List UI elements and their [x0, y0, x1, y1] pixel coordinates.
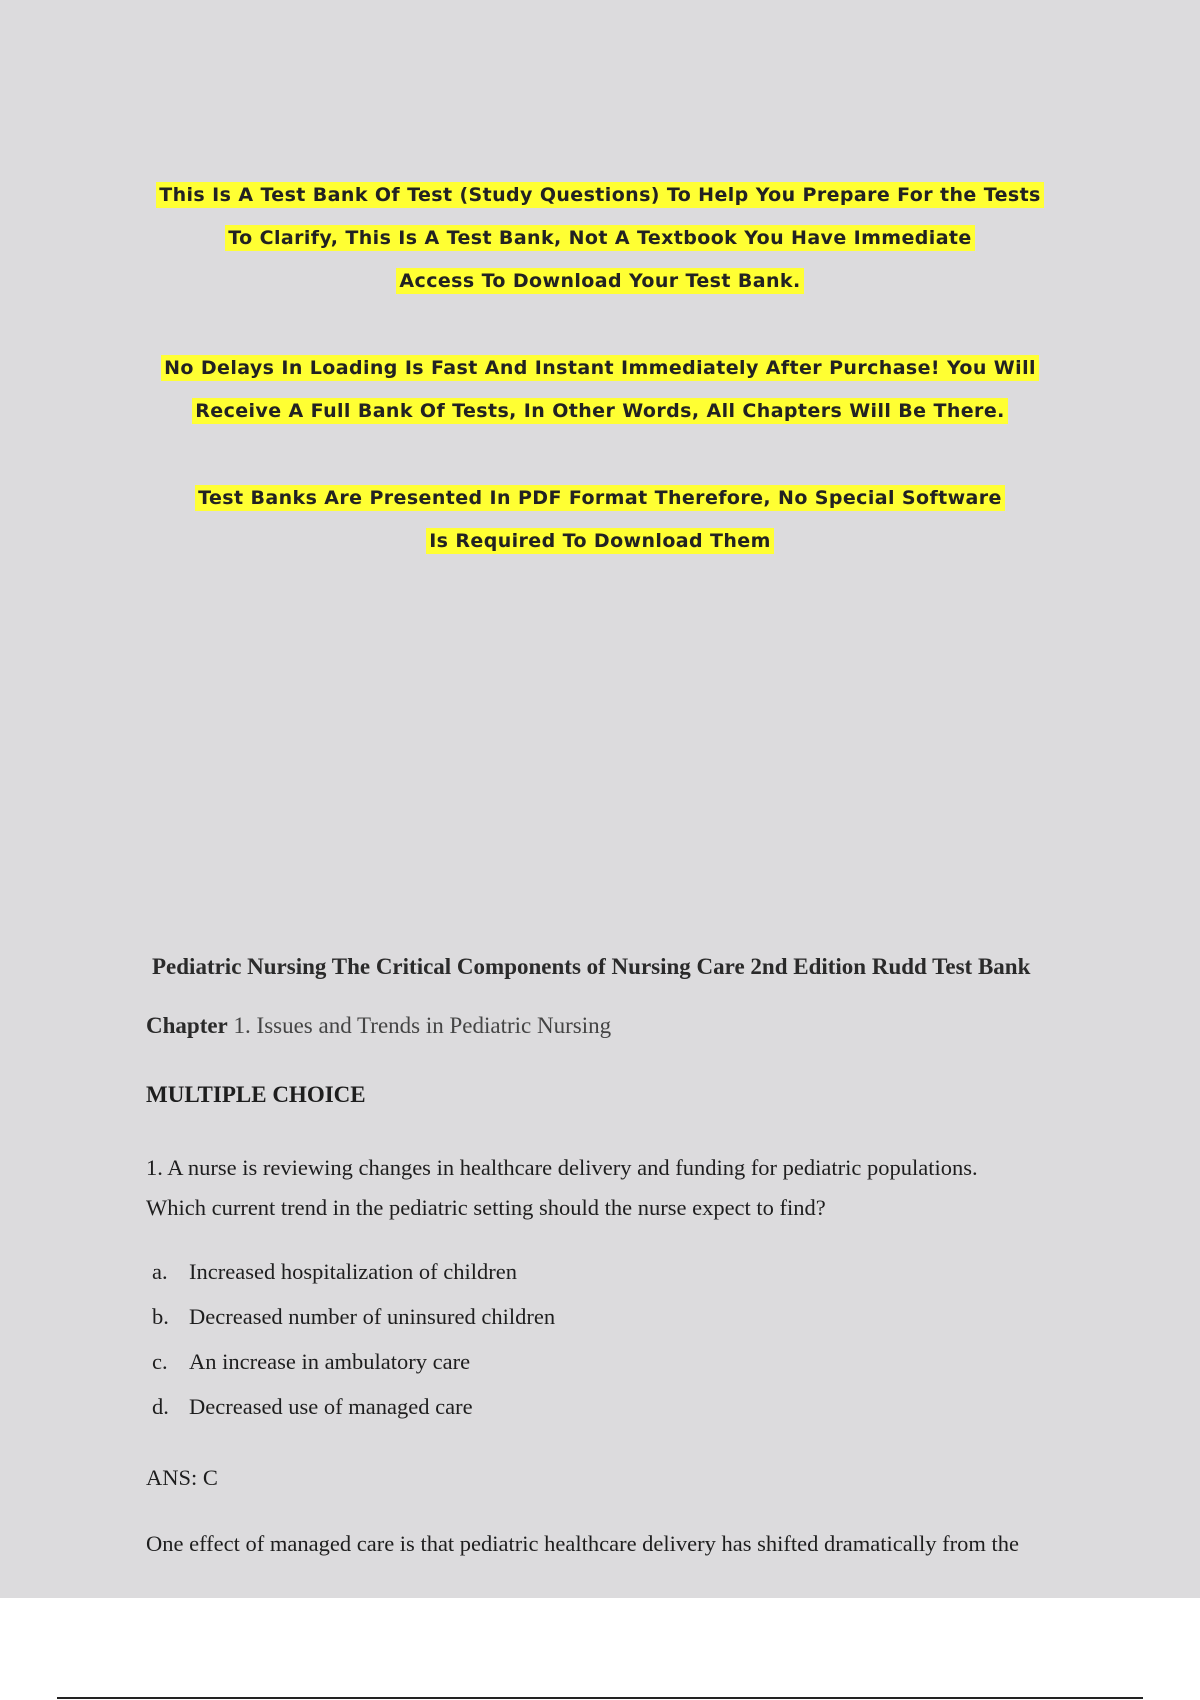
question-stem [146, 1148, 1106, 1228]
document-title: Pediatric Nursing The Critical Components of Nursing Care 2nd Edition Rudd Test Bank [152, 954, 1031, 979]
option-text: Increased hospitalization of children [189, 1259, 517, 1284]
promo-block-access [0, 174, 1200, 303]
option-text: Decreased use of managed care [189, 1394, 473, 1419]
promo-line: Is Required To Download Them [426, 528, 774, 554]
option-text: Decreased number of uninsured children [189, 1304, 556, 1329]
option-letter: c. [152, 1349, 168, 1374]
answer-key: ANS: C [146, 1465, 218, 1490]
promo-line: This Is A Test Bank Of Test (Study Questions) To Help You Prepare For the Tests [156, 182, 1044, 208]
rationale-text: One effect of managed care is that pediatric healthcare delivery has shifted dramatically from the [146, 1531, 1019, 1556]
option-b [152, 1294, 555, 1339]
promo-line: Test Banks Are Presented In PDF Format Therefore, No Special Software [195, 485, 1005, 511]
section-heading: MULTIPLE CHOICE [146, 1082, 366, 1107]
option-letter: b. [152, 1304, 169, 1329]
option-text: An increase in ambulatory care [189, 1349, 471, 1374]
promo-block-format [0, 477, 1200, 563]
promo-line: No Delays In Loading Is Fast And Instant Immediately After Purchase! You Will [161, 355, 1039, 381]
promo-line: To Clarify, This Is A Test Bank, Not A Textbook You Have Immediate [225, 225, 974, 251]
question-line: Which current trend in the pediatric setting should the nurse expect to find? [146, 1195, 826, 1220]
option-a [152, 1249, 555, 1294]
option-letter: d. [152, 1394, 169, 1419]
promo-line: Receive A Full Bank Of Tests, In Other Words, All Chapters Will Be There. [192, 398, 1007, 424]
chapter-label: Chapter [146, 1013, 228, 1038]
answer-options [152, 1249, 555, 1429]
chapter-title: 1. Issues and Trends in Pediatric Nursing [233, 1013, 612, 1038]
option-c [152, 1339, 555, 1384]
option-d [152, 1384, 555, 1429]
promo-line: Access To Download Your Test Bank. [396, 268, 803, 294]
question-line: 1. A nurse is reviewing changes in healthcare delivery and funding for pediatric populations. [146, 1155, 978, 1180]
promo-block-delivery [0, 347, 1200, 433]
footer-divider [57, 1697, 1143, 1699]
chapter-heading [146, 1013, 611, 1039]
option-letter: a. [152, 1259, 168, 1284]
